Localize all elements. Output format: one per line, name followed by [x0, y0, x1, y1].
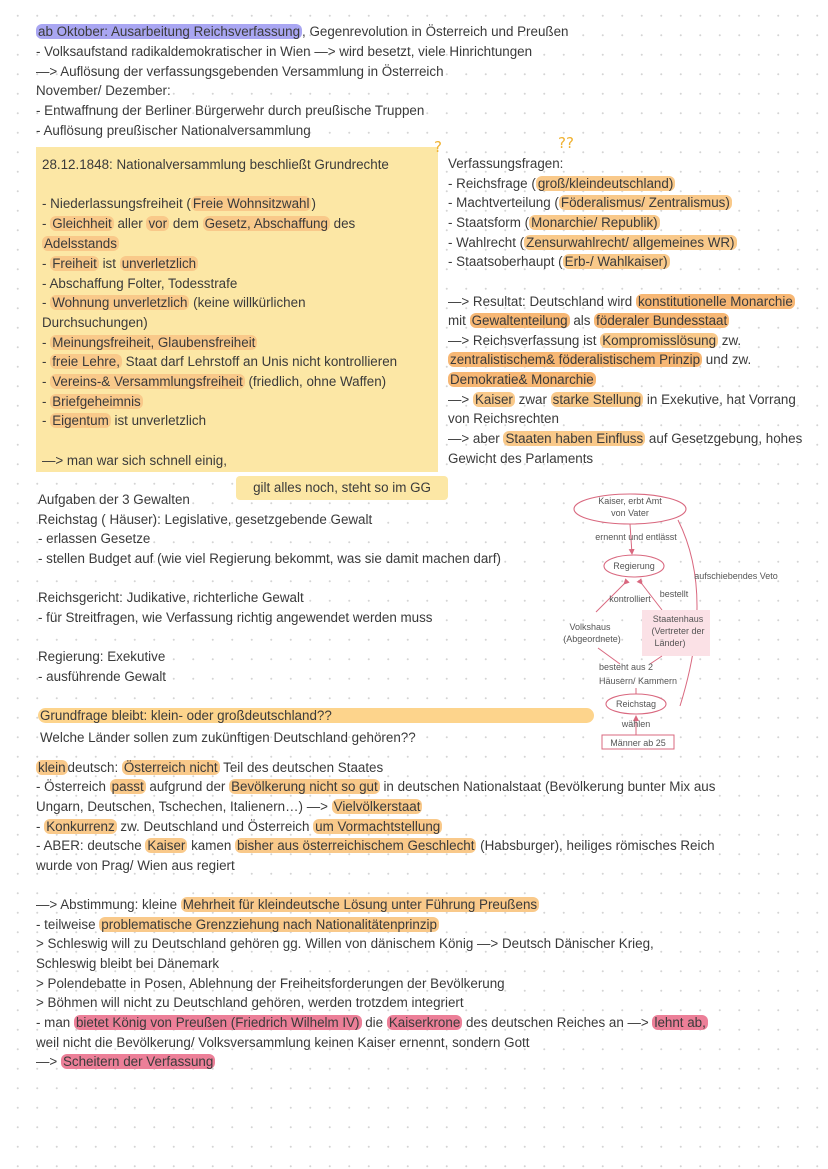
- grundrechte-conclusion: —> man war sich schnell einig,: [42, 453, 227, 468]
- grundrecht-item: - Briefgeheimnis: [42, 394, 141, 409]
- frage-item: - Wahlrecht ( Zensurwahlrecht/ allgemeines WR): [448, 235, 735, 250]
- resultat-line: zentralistischem& föderalistischem Prinzip und zw.: [450, 352, 752, 367]
- ernennt-label: ernennt und entlässt: [595, 532, 677, 542]
- staatenhaus-label: (Vertreter der: [651, 626, 705, 636]
- gewalten-line: Reichstag ( Häuser): Legislative, gesetzgebende Gewalt: [38, 512, 373, 527]
- klein-line: Ungarn, Deutschen, Tschechen, Italienern…) —> Vielvölkerstaat: [36, 799, 421, 814]
- kontrolliert-label: kontrolliert: [609, 594, 651, 604]
- gg-note: gilt alles noch, steht so im GG: [236, 476, 448, 500]
- kaiser-label: Kaiser, erbt Amt: [598, 496, 662, 506]
- intro-line-4: November/ Dezember:: [36, 83, 171, 98]
- grundrecht-item: - Niederlassungsfreiheit ( Freie Wohnsitzwahl ): [42, 196, 316, 211]
- abstimmung-line: weil nicht die Bevölkerung/ Volksversammlung keinen Kaiser ernennt, sondern Gott: [36, 1035, 530, 1050]
- gewalten-line: - stellen Budget auf (wie viel Regierung bekommt, was sie damit machen darf): [38, 551, 501, 566]
- intro-line-2: - Volksaufstand radikaldemokratischer in Wien —> wird besetzt, viele Hinrichtungen: [36, 44, 533, 59]
- intro-line-1: ab Oktober: Ausarbeitung Reichsverfassung , Gegenrevolution in Österreich und Preußen: [38, 24, 569, 39]
- resultat-line: Demokratie& Monarchie: [450, 372, 594, 387]
- grundrecht-item: - Meinungsfreiheit, Glaubensfreiheit: [42, 335, 256, 350]
- maenner-label: Männer ab 25: [610, 738, 666, 748]
- resultat-line: von Reichsrechten: [448, 411, 559, 426]
- grundrecht-item: - Gleichheit aller vor dem Gesetz, Abschaffung des: [42, 216, 356, 231]
- fragen-title: Verfassungsfragen:: [448, 156, 564, 171]
- grundrecht-item: - Eigentum ist unverletzlich: [42, 413, 207, 428]
- abstimmung-line: > Polendebatte in Posen, Ablehnung der Freiheitsforderungen der Bevölkerung: [36, 976, 505, 991]
- intro-line-5: - Entwaffnung der Berliner Bürgerwehr durch preußische Truppen: [36, 103, 425, 118]
- besteht-label: besteht aus 2: [598, 662, 654, 672]
- volkshaus-label: (Abgeordnete): [563, 634, 621, 644]
- abstimmung-line: > Böhmen will nicht zu Deutschland gehören, werden trotzdem integriert: [36, 995, 464, 1010]
- staatenhaus-label: Staatenhaus: [652, 614, 704, 624]
- grundrecht-item: Durchsuchungen): [42, 315, 148, 330]
- grundrecht-item: - freie Lehre, Staat darf Lehrstoff an Unis nicht kontrollieren: [42, 354, 398, 369]
- resultat-line: —> Kaiser zwar starke Stellung in Exekutive, hat Vorrang: [448, 392, 796, 407]
- klein-line: - Konkurrenz zw. Deutschland und Österreich um Vormachtstellung: [36, 819, 441, 834]
- klein-line: - Österreich passt aufgrund der Bevölkerung nicht so gut in deutschen Nationalstaat (Bevölkerung bunter Mix aus: [36, 779, 716, 794]
- volkshaus-label: Volkshaus: [569, 622, 611, 632]
- scheitern-highlight: Scheitern der Verfassung: [62, 1054, 214, 1069]
- frage-item: - Staatsoberhaupt ( Erb-/ Wahlkaiser): [448, 254, 668, 269]
- grundrecht-item: - Vereins-& Versammlungsfreiheit (friedlich, ohne Waffen): [42, 374, 387, 389]
- gewalten-line: - erlassen Gesetze: [38, 531, 151, 546]
- gewalten-line: - für Streitfragen, wie Verfassung richtig angewendet werden muss: [38, 610, 433, 625]
- gewalten-line: Regierung: Exekutive: [38, 649, 166, 664]
- grundfrage-question: Welche Länder sollen zum zukünftigen Deutschland gehören??: [40, 730, 416, 745]
- klein-line: - ABER: deutsche Kaiser kamen bisher aus österreichischem Geschlecht (Habsburger), heiliges römisches Reich: [36, 838, 715, 853]
- grundfrage-line: Grundfrage bleibt: klein- oder großdeutschland??: [40, 708, 332, 723]
- grundrecht-item: - Abschaffung Folter, Todesstrafe: [42, 276, 238, 291]
- frage-item: - Staatsform ( Monarchie/ Republik): [448, 215, 658, 230]
- abstimmung-line: > Schleswig will zu Deutschland gehören gg. Willen von dänischem König —> Deutsch Dänischer Krieg,: [36, 936, 654, 951]
- grundrecht-item: - Freiheit ist unverletzlich: [42, 256, 197, 271]
- gewalten-title: Aufgaben der 3 Gewalten: [38, 492, 190, 507]
- grundrechte-title: 28.12.1848: Nationalversammlung beschließt Grundrechte: [42, 157, 389, 172]
- frage-item: - Reichsfrage ( groß/kleindeutschland): [448, 176, 674, 191]
- waehlen-label: wählen: [621, 719, 651, 729]
- klein-line: wurde von Prag/ Wien aus regiert: [36, 858, 235, 873]
- highlight-reichsverfassung: ab Oktober: Ausarbeitung Reichsverfassung: [38, 24, 301, 39]
- gewalten-line: Reichsgericht: Judikative, richterliche Gewalt: [38, 590, 304, 605]
- resultat-line: —> Resultat: Deutschland wird konstitutionelle Monarchie: [448, 294, 793, 309]
- resultat-line: mit Gewaltenteilung als föderaler Bundesstaat: [448, 313, 728, 328]
- resultat-line: —> Reichsverfassung ist Kompromisslösung zw.: [448, 333, 742, 348]
- abstimmung-line: - teilweise problematische Grenzziehung nach Nationalitätenprinzip: [36, 917, 437, 932]
- abstimmung-line: —> Abstimmung: kleine Mehrheit für kleindeutsche Lösung unter Führung Preußens: [36, 897, 538, 912]
- abstimmung-line: —> Scheitern der Verfassung: [36, 1054, 214, 1069]
- kaiser-label: von Vater: [611, 508, 649, 518]
- question-mark-doodle: ?: [434, 138, 442, 156]
- besteht-label: Häusern/ Kammern: [598, 676, 678, 686]
- bestellt-label: bestellt: [659, 589, 689, 599]
- grundrecht-item: - Wohnung unverletzlich (keine willkürlichen: [42, 295, 306, 310]
- staatenhaus-label: Länder): [654, 638, 686, 648]
- resultat-line: —> aber Staaten haben Einfluss auf Gesetzgebung, hohes: [448, 431, 803, 446]
- grundrechte-box: [36, 147, 438, 472]
- klein-line: klein deutsch: Österreich nicht Teil des deutschen Staates: [38, 760, 384, 775]
- veto-label: aufschiebendes Veto: [694, 571, 778, 581]
- regierung-label: Regierung: [613, 561, 655, 571]
- reichstag-label: Reichstag: [615, 699, 657, 709]
- resultat-line: Gewicht des Parlaments: [448, 451, 594, 466]
- question-mark-doodle: ??: [558, 134, 574, 152]
- intro-line-3: —> Auflösung der verfassungsgebenden Versammlung in Österreich: [36, 64, 444, 79]
- frage-item: - Machtverteilung ( Föderalismus/ Zentralismus): [448, 195, 730, 210]
- abstimmung-line: Schleswig bleibt bei Dänemark: [36, 956, 220, 971]
- gewalten-line: - ausführende Gewalt: [38, 669, 167, 684]
- intro-line-6: - Auflösung preußischer Nationalversammlung: [36, 123, 311, 138]
- abstimmung-line: - man bietet König von Preußen (Friedrich Wilhelm IV) die Kaiserkrone des deutschen Reiches an —> lehnt ab,: [36, 1015, 706, 1030]
- grundrecht-item: Adelsstands: [44, 236, 117, 251]
